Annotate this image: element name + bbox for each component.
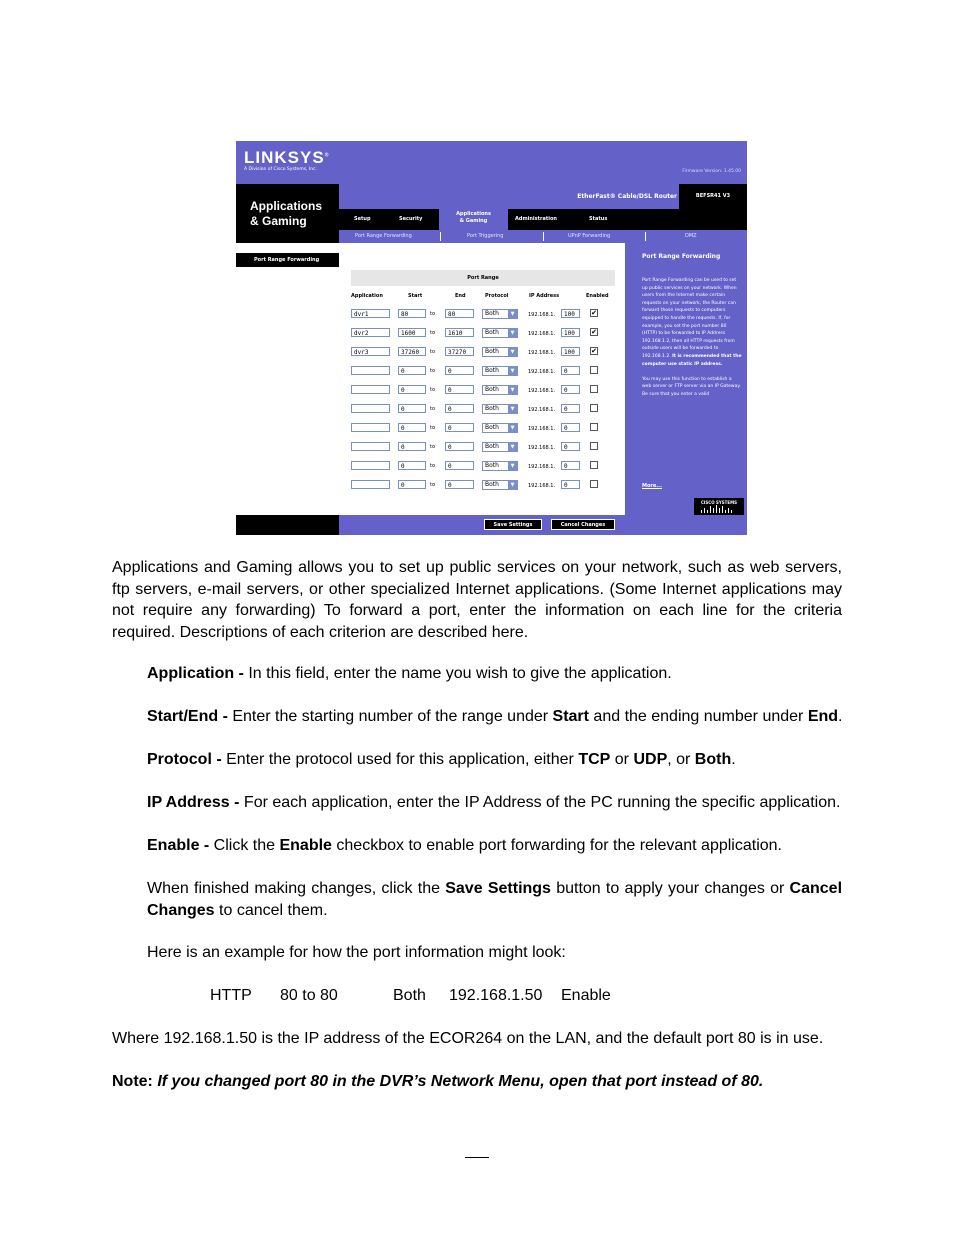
start-port-input[interactable]: 0 [398, 442, 426, 451]
ip-last-octet-input[interactable]: 100 [561, 309, 580, 318]
application-input[interactable]: dvr1 [351, 309, 390, 318]
tab-status[interactable]: Status [589, 216, 608, 222]
ip-prefix: 192.168.1. [528, 331, 556, 337]
chevron-down-icon: ▼ [508, 424, 517, 432]
example-ip: 192.168.1.50 [449, 987, 543, 1004]
product-bar [339, 184, 747, 209]
example-range: 80 to 80 [280, 987, 338, 1004]
button-bar [339, 515, 747, 535]
chevron-down-icon: ▼ [508, 462, 517, 470]
section-panel [236, 184, 339, 243]
protocol-select[interactable]: Both ▼ [482, 423, 518, 433]
enabled-checkbox[interactable] [590, 385, 598, 393]
end-port-input[interactable]: 37270 [445, 347, 474, 356]
enabled-checkbox[interactable] [590, 480, 598, 488]
division-text: A Division of Cisco Systems, Inc. [244, 167, 317, 172]
help-more-link[interactable]: More... [642, 483, 662, 489]
start-port-input[interactable]: 0 [398, 423, 426, 432]
ip-last-octet-input[interactable]: 0 [561, 423, 580, 432]
save-settings-button[interactable]: Save Settings [484, 519, 542, 530]
end-port-input[interactable]: 80 [445, 309, 474, 318]
left-footer [236, 515, 339, 535]
protocol-select[interactable]: Both ▼ [482, 328, 518, 338]
protocol-select[interactable]: Both ▼ [482, 309, 518, 319]
forwarding-row [339, 478, 625, 497]
chevron-down-icon: ▼ [508, 443, 517, 451]
enabled-checkbox[interactable] [590, 423, 598, 431]
help-panel [625, 243, 747, 515]
ip-prefix: 192.168.1. [528, 407, 556, 413]
ip-prefix: 192.168.1. [528, 350, 556, 356]
to-label: to [430, 482, 436, 488]
cancel-changes-button[interactable]: Cancel Changes [551, 519, 615, 530]
linksys-logo: LINKSYS® [244, 148, 330, 167]
col-start: Start [408, 293, 423, 299]
end-port-input[interactable]: 0 [445, 461, 474, 470]
start-port-input[interactable]: 37260 [398, 347, 426, 356]
ip-last-octet-input[interactable]: 0 [561, 480, 580, 489]
tab-applications-gaming[interactable]: Applications & Gaming [439, 209, 508, 230]
chevron-down-icon: ▼ [508, 386, 517, 394]
protocol-description: Protocol - Enter the protocol used for this application, either TCP or UDP, or Both. [147, 751, 736, 768]
startend-description: Start/End - Enter the starting number of the range under Start and the ending number under End. [147, 708, 843, 725]
to-label: to [430, 406, 436, 412]
forwarding-row [339, 345, 625, 364]
firmware-version: Firmware Version: 1.45.00 [682, 169, 741, 174]
example-app: HTTP [210, 987, 252, 1004]
example-intro: Here is an example for how the port information might look: [147, 944, 566, 961]
cisco-logo: CISCO SYSTEMS [694, 498, 744, 515]
cisco-bars-icon [699, 505, 739, 513]
forwarding-row [339, 364, 625, 383]
page-number-line [465, 1157, 489, 1158]
application-input[interactable]: dvr3 [351, 347, 390, 356]
protocol-select[interactable]: Both ▼ [482, 385, 518, 395]
tab-administration[interactable]: Administration [515, 216, 557, 222]
port-range-header: Port Range [351, 270, 615, 286]
model-number: BEFSR41 V3 [679, 184, 747, 209]
col-protocol: Protocol [485, 293, 509, 299]
enabled-checkbox[interactable] [590, 366, 598, 374]
to-label: to [430, 368, 436, 374]
section-title: Applications & Gaming [250, 199, 323, 228]
ip-prefix: 192.168.1. [528, 445, 556, 451]
ip-prefix: 192.168.1. [528, 426, 556, 432]
ip-prefix: 192.168.1. [528, 369, 556, 375]
router-header [236, 141, 747, 184]
chevron-down-icon: ▼ [508, 310, 517, 318]
to-label: to [430, 311, 436, 317]
subtab-port-triggering[interactable]: Port Triggering [467, 233, 504, 239]
router-screenshot [236, 141, 747, 535]
protocol-select[interactable]: Both ▼ [482, 347, 518, 357]
enabled-checkbox[interactable] [590, 442, 598, 450]
forwarding-row [339, 326, 625, 345]
protocol-select[interactable]: Both ▼ [482, 404, 518, 414]
to-label: to [430, 425, 436, 431]
end-port-input[interactable]: 0 [445, 423, 474, 432]
forwarding-form [339, 243, 625, 515]
ip-prefix: 192.168.1. [528, 483, 556, 489]
application-input[interactable] [351, 366, 390, 375]
start-port-input[interactable]: 0 [398, 404, 426, 413]
forwarding-row [339, 459, 625, 478]
subtab-dmz[interactable]: DMZ [685, 233, 697, 239]
end-port-input[interactable]: 0 [445, 404, 474, 413]
col-ip-address: IP Address [529, 293, 560, 299]
ip-last-octet-input[interactable]: 0 [561, 442, 580, 451]
tab-security[interactable]: Security [399, 216, 423, 222]
end-port-input[interactable]: 1610 [445, 328, 474, 337]
subtab-port-range-forwarding[interactable]: Port Range Forwarding [355, 233, 412, 239]
to-label: to [430, 330, 436, 336]
help-title: Port Range Forwarding [642, 253, 721, 260]
application-input[interactable] [351, 461, 390, 470]
to-label: to [430, 349, 436, 355]
end-port-input[interactable]: 0 [445, 480, 474, 489]
ip-last-octet-input[interactable]: 0 [561, 385, 580, 394]
ip-prefix: 192.168.1. [528, 464, 556, 470]
chevron-down-icon: ▼ [508, 367, 517, 375]
chevron-down-icon: ▼ [508, 481, 517, 489]
to-label: to [430, 444, 436, 450]
ip-prefix: 192.168.1. [528, 388, 556, 394]
application-input[interactable] [351, 385, 390, 394]
ip-last-octet-input[interactable]: 0 [561, 461, 580, 470]
forwarding-row [339, 421, 625, 440]
ip-last-octet-input[interactable]: 100 [561, 347, 580, 356]
subtab-upnp-forwarding[interactable]: UPnP Forwarding [568, 233, 611, 239]
enabled-checkbox[interactable]: ✔ [591, 328, 597, 336]
ip-last-octet-input[interactable]: 0 [561, 366, 580, 375]
protocol-select[interactable]: Both ▼ [482, 366, 518, 376]
product-name: EtherFast® Cable/DSL Router [577, 193, 677, 200]
application-input[interactable]: dvr2 [351, 328, 390, 337]
application-input[interactable] [351, 404, 390, 413]
start-port-input[interactable]: 0 [398, 366, 426, 375]
start-port-input[interactable]: 0 [398, 385, 426, 394]
end-port-input[interactable]: 0 [445, 442, 474, 451]
tab-setup[interactable]: Setup [354, 216, 371, 222]
left-column [236, 243, 339, 535]
where-paragraph: Where 192.168.1.50 is the IP address of the ECOR264 on the LAN, and the default port 80 is in use. [112, 1030, 824, 1047]
enabled-checkbox[interactable] [590, 461, 598, 469]
start-port-input[interactable]: 1600 [398, 328, 426, 337]
main-tab-bar [339, 209, 747, 230]
application-input[interactable] [351, 480, 390, 489]
ip-prefix: 192.168.1. [528, 312, 556, 318]
intro-paragraph: Applications and Gaming allows you to set up public services on your network, such as web servers, ftp servers, e-mail servers, or other specialized Internet applications. (Some Internet applications may not require any forwarding) To forward a port, enter the information on each line for the criteria required. Descriptions of each criterion are described here. [112, 559, 842, 641]
enabled-checkbox[interactable]: ✔ [591, 309, 597, 317]
ip-address-description: IP Address - For each application, enter the IP Address of the PC running the specific application. [147, 794, 841, 811]
sub-tab-bar [339, 230, 747, 243]
ip-last-octet-input[interactable]: 0 [561, 404, 580, 413]
left-section-label: Port Range Forwarding [236, 253, 339, 267]
start-port-input[interactable]: 0 [398, 461, 426, 470]
to-label: to [430, 463, 436, 469]
end-port-input[interactable]: 0 [445, 366, 474, 375]
note-paragraph: Note: If you changed port 80 in the DVR’s Network Menu, open that port instead of 80. [112, 1073, 764, 1090]
protocol-select[interactable]: Both ▼ [482, 442, 518, 452]
forwarding-row [339, 383, 625, 402]
enabled-checkbox[interactable]: ✔ [591, 347, 597, 355]
finish-paragraph: When finished making changes, click the Save Settings button to apply your changes or Cancel Changes to cancel them. [147, 880, 843, 919]
ip-last-octet-input[interactable]: 100 [561, 328, 580, 337]
forwarding-row [339, 440, 625, 459]
example-protocol: Both [393, 987, 426, 1004]
enable-description: Enable - Click the Enable checkbox to enable port forwarding for the relevant application. [147, 837, 782, 854]
end-port-input[interactable]: 0 [445, 385, 474, 394]
application-input[interactable] [351, 423, 390, 432]
col-end: End [455, 293, 466, 299]
forwarding-row [339, 402, 625, 421]
start-port-input[interactable]: 80 [398, 309, 426, 318]
col-application: Application [351, 293, 383, 299]
application-input[interactable] [351, 442, 390, 451]
start-port-input[interactable]: 0 [398, 480, 426, 489]
col-enabled: Enabled [586, 293, 609, 299]
to-label: to [430, 387, 436, 393]
application-description: Application - In this field, enter the name you wish to give the application. [147, 665, 672, 682]
protocol-select[interactable]: Both ▼ [482, 480, 518, 490]
enabled-checkbox[interactable] [590, 404, 598, 412]
help-text: Port Range Forwarding can be used to set up public services on your network. When users from the Internet make certain requests on your network, the Router can forward those requests to computers equipped to handle the requests. If, for example, you set the port number 80 (HTTP) to be forwarded to IP Address 192.168.1.2, then all HTTP requests from outside users will be forwarded to 192.168.1.2. It is recommended that the computer use static IP address. You may use this function to establish a web server or FTP server via an IP Gateway. Be sure that you enter a valid [642, 278, 742, 397]
chevron-down-icon: ▼ [508, 329, 517, 337]
forwarding-row [339, 307, 625, 326]
example-enabled: Enable [561, 987, 611, 1004]
chevron-down-icon: ▼ [508, 348, 517, 356]
protocol-select[interactable]: Both ▼ [482, 461, 518, 471]
chevron-down-icon: ▼ [508, 405, 517, 413]
